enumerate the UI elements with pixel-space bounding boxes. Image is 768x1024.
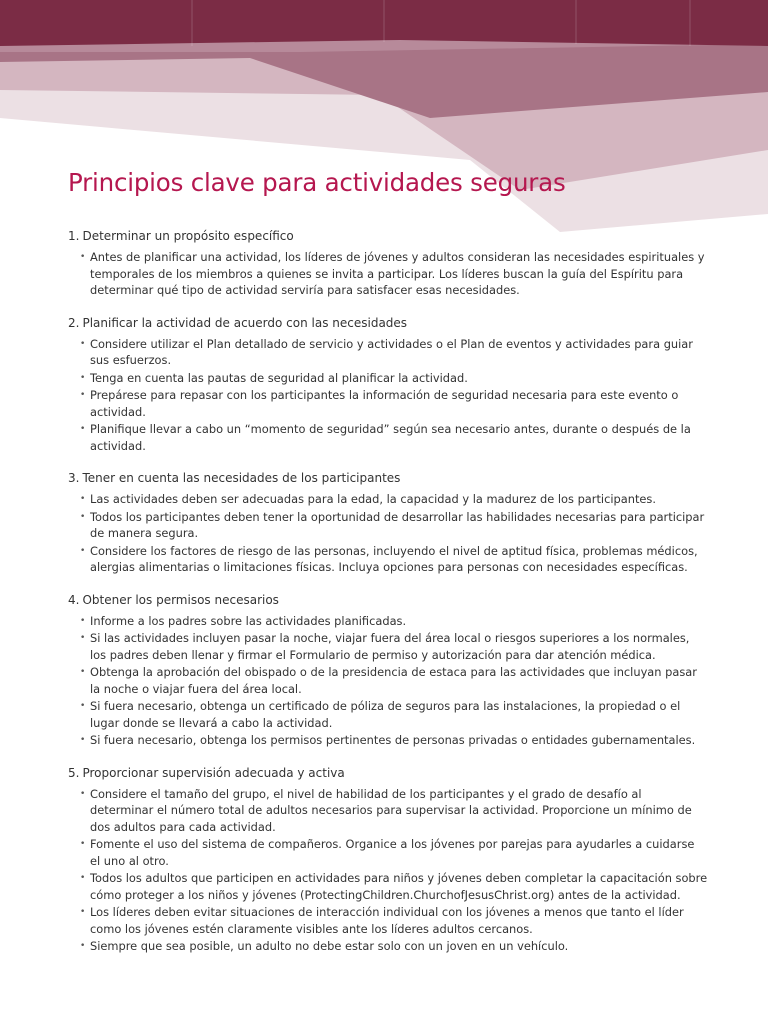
section-number: 2. [68, 315, 80, 330]
bullet-dot-icon: • [80, 494, 86, 504]
bullet-text: Si las actividades incluyen pasar la noche, viajar fuera del área local o riesgos superiores a los normales, los padres deben llenar y firmar el Formulario de permiso y autorización para dar atención médica. [90, 631, 690, 662]
bullet-text: Obtenga la aprobación del obispado o de la presidencia de estaca para las actividades que incluyan pasar la noche o viajar fuera del área local. [90, 665, 697, 696]
bullet-text: Todos los adultos que participen en actividades para niños y jóvenes deben completar la capacitación sobre cómo proteger a los niños y jóvenes (ProtectingChildren.ChurchofJesusChrist.org) antes de la actividad. [90, 871, 708, 902]
bullet-list [68, 613, 708, 749]
bullet-dot-icon: • [80, 735, 86, 745]
section-5 [68, 765, 708, 955]
bullet-dot-icon: • [80, 511, 86, 522]
bullet-dot-icon: • [80, 545, 86, 556]
bullet-item [68, 336, 708, 369]
bullet-text: Tenga en cuenta las pautas de seguridad al planificar la actividad. [90, 370, 468, 385]
section-4 [68, 592, 708, 749]
bullet-item [68, 698, 708, 731]
bullet-text: Las actividades deben ser adecuadas para la edad, la capacidad y la madurez de los participantes. [90, 492, 656, 506]
bullet-dot-icon: • [80, 633, 86, 643]
bullet-dot-icon: • [80, 424, 86, 434]
bullet-item [68, 836, 708, 869]
bullet-item [68, 904, 708, 937]
bullet-dot-icon: • [80, 372, 86, 383]
bullet-list [68, 336, 708, 455]
section-number: 5. [68, 765, 80, 780]
section-heading-text: Proporcionar supervisión adecuada y activa [82, 765, 345, 780]
bullet-dot-icon: • [80, 701, 86, 711]
bullet-text: Todos los participantes deben tener la oportunidad de desarrollar las habilidades necesarias para participar de manera segura. [90, 509, 705, 540]
bullet-dot-icon: • [80, 788, 86, 799]
bullet-text: Si fuera necesario, obtenga los permisos pertinentes de personas privadas o entidades gubernamentales. [90, 733, 696, 747]
bullet-dot-icon: • [80, 338, 86, 349]
bullet-dot-icon: • [80, 615, 86, 626]
bullet-item [68, 543, 708, 576]
bullet-item [68, 370, 708, 387]
header-decorative-bands [0, 0, 768, 240]
section-2 [68, 315, 708, 455]
bullet-text: Antes de planificar una actividad, los líderes de jóvenes y adultos consideran las necesidades espirituales y temporales de los miembros a quienes se invita a participar. Los líderes buscan la guía del Espíritu para determinar qué tipo de actividad serviría para satisfacer esas necesidades. [90, 250, 705, 297]
bullet-dot-icon: • [80, 390, 86, 400]
bullet-text: Siempre que sea posible, un adulto no debe estar solo con un joven en un vehículo. [90, 939, 569, 953]
section-1 [68, 228, 708, 299]
bullet-item [68, 387, 708, 420]
bullet-dot-icon: • [80, 907, 86, 917]
section-heading-text: Tener en cuenta las necesidades de los participantes [82, 471, 401, 485]
section-number: 4. [68, 592, 80, 607]
bullet-item [68, 249, 708, 299]
page-title: Principios clave para actividades seguras [68, 168, 566, 197]
bullet-dot-icon: • [80, 252, 86, 262]
section-heading [68, 228, 708, 245]
bullet-item [68, 613, 708, 630]
bullet-list [68, 786, 708, 955]
bullet-text: Planifique llevar a cabo un “momento de seguridad” según sea necesario antes, durante o después de la actividad. [90, 422, 691, 453]
section-heading [68, 592, 708, 609]
bullet-text: Considere el tamaño del grupo, el nivel de habilidad de los participantes y el grado de desafío al determinar el número total de adultos necesarios para supervisar la actividad. Proporcione un mínimo de dos adultos para cada actividad. [90, 786, 692, 834]
bullet-item [68, 664, 708, 697]
section-heading-text: Planificar la actividad de acuerdo con las necesidades [82, 315, 408, 330]
bullet-dot-icon: • [80, 667, 86, 677]
section-3 [68, 470, 708, 576]
bullet-text: Los líderes deben evitar situaciones de interacción individual con los jóvenes a menos que tanto el líder como los jóvenes estén claramente visibles ante los líderes adultos cercanos. [90, 905, 684, 936]
bullet-item [68, 938, 708, 955]
bullet-dot-icon: • [80, 839, 86, 849]
bullet-text: Informe a los padres sobre las actividades planificadas. [90, 613, 407, 628]
bullet-item [68, 491, 708, 508]
bullet-item [68, 630, 708, 663]
bullet-dot-icon: • [80, 941, 86, 951]
bullet-text: Prepárese para repasar con los participantes la información de seguridad necesaria para este evento o actividad. [90, 388, 679, 419]
bullet-list [68, 491, 708, 576]
bullet-text: Si fuera necesario, obtenga un certificado de póliza de seguros para las instalaciones, la propiedad o el lugar donde se llevará a cabo la actividad. [90, 699, 681, 730]
bullet-item [68, 421, 708, 454]
section-heading [68, 470, 708, 487]
section-number: 1. [68, 229, 80, 243]
bullet-text: Fomente el uso del sistema de compañeros. Organice a los jóvenes por parejas para ayudarles a cuidarse el uno al otro. [90, 837, 695, 868]
bullet-text: Considere utilizar el Plan detallado de servicio y actividades o el Plan de eventos y actividades para guiar sus esfuerzos. [90, 336, 693, 367]
section-heading-text: Determinar un propósito específico [82, 229, 294, 243]
section-heading [68, 765, 708, 782]
bullet-list [68, 249, 708, 299]
bullet-item [68, 870, 708, 903]
bullet-text: Considere los factores de riesgo de las personas, incluyendo el nivel de aptitud física, problemas médicos, alergias alimentarias o limitaciones físicas. Incluya opciones para personas con necesidades específicas. [90, 543, 698, 574]
section-heading-text: Obtener los permisos necesarios [82, 592, 279, 607]
bullet-item [68, 509, 708, 542]
bullet-item [68, 732, 708, 749]
bullet-dot-icon: • [80, 873, 86, 883]
bullet-item [68, 786, 708, 836]
sections-list [68, 228, 708, 971]
section-heading [68, 315, 708, 332]
section-number: 3. [68, 471, 80, 485]
